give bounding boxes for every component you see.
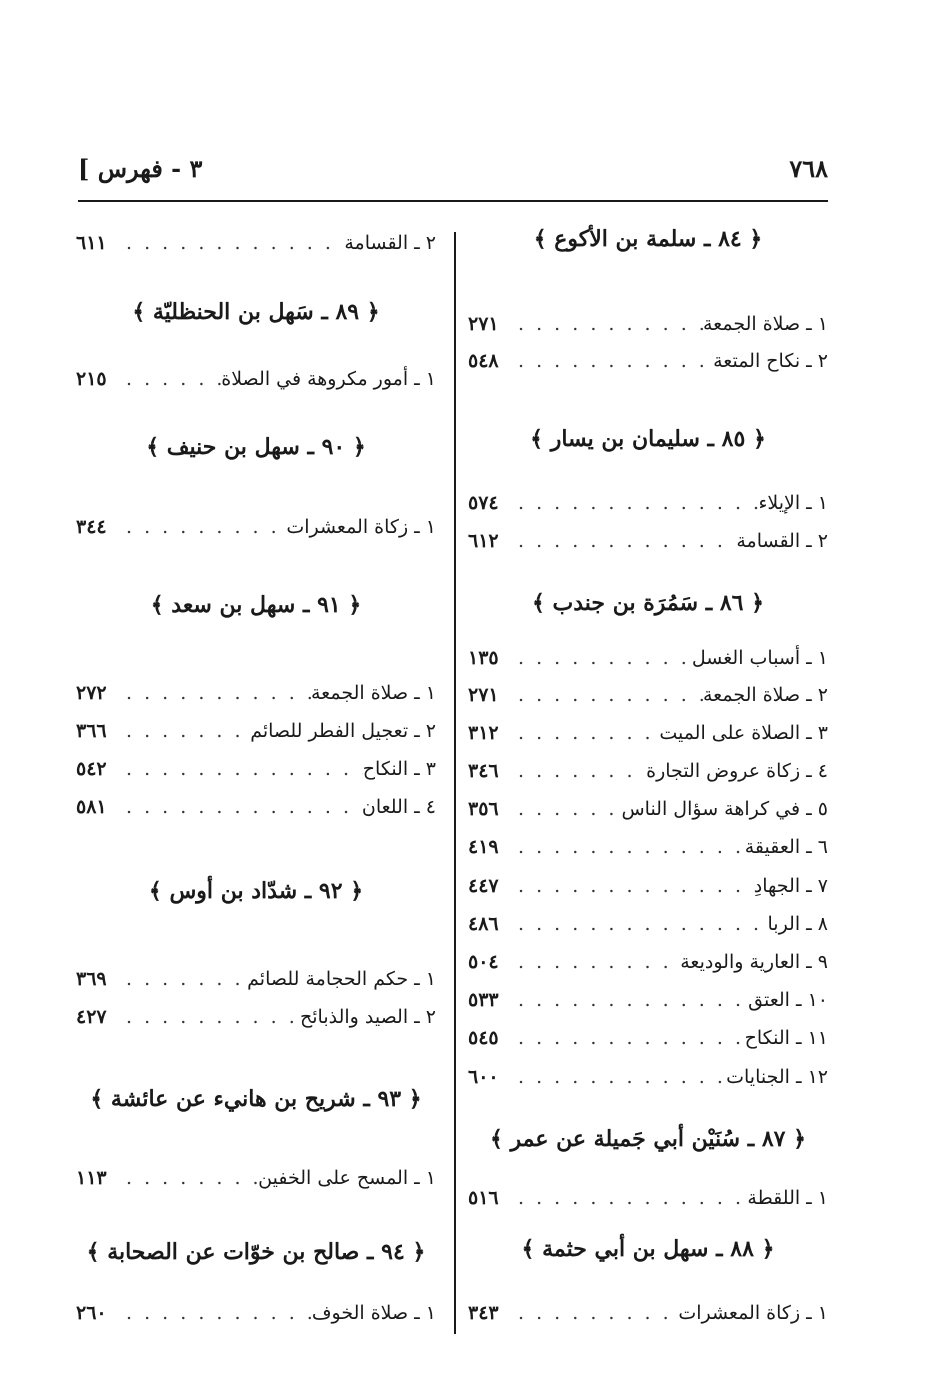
index-entry: [468, 983, 828, 1017]
section-heading: ﴿ ٩١ ـ سهل بن سعد ﴾: [150, 592, 362, 618]
entry-title: ٦ ـ العقيقة: [744, 836, 828, 858]
entry-title: ٣ ـ النكاح: [362, 758, 436, 780]
index-entry: [468, 486, 828, 520]
entry-title: ٢ ـ القسامة: [736, 530, 828, 552]
section-heading: ﴿ ٨٥ ـ سليمان بن يسار ﴾: [530, 426, 766, 452]
entry-title: ٤ ـ زكاة عروض التجارة: [646, 760, 828, 782]
entry-title: ٤ ـ اللعان: [361, 796, 436, 818]
leader-dots: [120, 720, 250, 742]
index-entry: [468, 524, 828, 558]
entry-page: ٣٤٣: [468, 1302, 499, 1324]
section-heading: ﴿ ٩٢ ـ شدّاد بن أوس ﴾: [148, 878, 364, 904]
entry-page: ٤٤٧: [468, 875, 499, 897]
leader-dots: [512, 350, 713, 372]
entry-page: ٢٧١: [468, 313, 499, 335]
section-heading: ﴿ ٨٩ ـ سَهل بن الحنظليّة ﴾: [132, 299, 380, 325]
entry-title: ١ ـ حكم الحجامة للصائم: [247, 968, 436, 990]
entry-title: ١ ـ صلاة الخوف: [311, 1302, 436, 1324]
entry-title: ٣ ـ الصلاة على الميت: [659, 722, 828, 744]
entry-page: ٣٦٩: [76, 968, 107, 990]
index-entry: [76, 1296, 436, 1330]
index-entry: [76, 676, 436, 710]
index-entry: [468, 907, 828, 941]
leader-dots: [512, 951, 680, 973]
section-heading: ﴿ ٨٤ ـ سلمة بن الأكوع ﴾: [533, 226, 763, 252]
entry-page: ٥٤٢: [76, 758, 107, 780]
leader-dots: [512, 492, 758, 514]
entry-title: ٨ ـ الربا: [767, 913, 828, 935]
entry-page: ٥٨١: [76, 796, 107, 818]
index-entry: [468, 1296, 828, 1330]
entry-page: ٣٥٦: [468, 798, 499, 820]
entry-title: ١٠ ـ العتق: [748, 989, 828, 1011]
index-entry: [468, 830, 828, 864]
leader-dots: [512, 875, 754, 897]
entry-title: ١ ـ زكاة المعشرات: [286, 516, 436, 538]
leader-dots: [120, 1006, 300, 1028]
entry-page: ٥١٦: [468, 1187, 499, 1209]
entry-page: ١٣٥: [468, 647, 499, 669]
entry-page: ٢٦٠: [76, 1302, 107, 1324]
entry-title: ١ ـ اللقطة: [747, 1187, 828, 1209]
leader-dots: [512, 1302, 678, 1324]
entry-page: ٣٦٦: [76, 720, 107, 742]
leader-dots: [512, 1187, 747, 1209]
entry-page: ٥٤٥: [468, 1027, 499, 1049]
entry-title: ١ ـ الإيلاء: [758, 492, 828, 514]
entry-page: ٤٢٧: [76, 1006, 107, 1028]
section-heading: ﴿ ٩٤ ـ صالح بن خوّات عن الصحابة ﴾: [86, 1239, 426, 1265]
leader-dots: [120, 1302, 312, 1324]
index-entry: [468, 1181, 828, 1215]
entry-page: ٢٧١: [468, 684, 499, 706]
entry-page: ٦١١: [76, 232, 107, 254]
entry-title: ٢ ـ نكاح المتعة: [713, 350, 828, 372]
leader-dots: [120, 516, 286, 538]
entry-page: ٣١٢: [468, 722, 499, 744]
section-heading: ﴿ ٨٦ ـ سَمُرَة بن جندب ﴾: [531, 590, 765, 616]
running-header: [78, 150, 828, 190]
entry-title: ٧ ـ الجهادِ: [753, 875, 828, 897]
leader-dots: [120, 232, 344, 254]
entry-page: ٤١٩: [468, 836, 499, 858]
entry-title: ١ ـ زكاة المعشرات: [678, 1302, 828, 1324]
leader-dots: [512, 684, 703, 706]
entry-page: ٣٤٤: [76, 516, 107, 538]
leader-dots: [512, 798, 621, 820]
entry-page: ٦٠٠: [468, 1066, 499, 1088]
entry-title: ٢ ـ تعجيل الفطر للصائم: [250, 720, 436, 742]
index-entry: [468, 1021, 828, 1055]
index-entry: [76, 752, 436, 786]
index-entry: [76, 962, 436, 996]
entry-title: ٢ ـ صلاة الجمعة: [703, 684, 828, 706]
index-entry: [76, 226, 436, 260]
index-entry: [468, 678, 828, 712]
index-entry: [468, 1060, 828, 1094]
entry-page: ٢٧٢: [76, 682, 107, 704]
entry-title: ٥ ـ في كراهة سؤال الناس: [621, 798, 828, 820]
entry-title: ٩ ـ العارية والوديعة: [680, 951, 828, 973]
leader-dots: [512, 913, 768, 935]
entry-page: ٣٤٦: [468, 760, 499, 782]
leader-dots: [120, 796, 362, 818]
leader-dots: [120, 368, 221, 390]
leader-dots: [120, 682, 311, 704]
index-entry: [468, 716, 828, 750]
entry-page: ٥٧٤: [468, 492, 499, 514]
index-entry: [468, 641, 828, 675]
page-number: ٧٦٨: [789, 154, 828, 183]
entry-title: ١ ـ أمور مكروهة في الصلاة: [221, 368, 436, 390]
index-entry: [468, 344, 828, 378]
header-rule: [78, 200, 828, 202]
index-entry: [468, 869, 828, 903]
index-entry: [468, 792, 828, 826]
leader-dots: [120, 968, 247, 990]
entry-title: ٢ ـ القسامة: [344, 232, 436, 254]
entry-page: ٤٨٦: [468, 913, 499, 935]
entry-title: ١ ـ أسباب الغسل: [691, 647, 828, 669]
leader-dots: [120, 1167, 258, 1189]
entry-page: ٥٣٣: [468, 989, 499, 1011]
entry-title: ١ ـ المسح على الخفين: [258, 1167, 436, 1189]
index-entry: [76, 1161, 436, 1195]
section-heading: ﴿ ٩٣ ـ شريح بن هانيء عن عائشة ﴾: [90, 1086, 422, 1112]
leader-dots: [120, 758, 363, 780]
index-entry: [468, 754, 828, 788]
entry-title: ١ ـ صلاة الجمعة: [311, 682, 436, 704]
leader-dots: [512, 1066, 726, 1088]
leader-dots: [512, 989, 748, 1011]
leader-dots: [512, 530, 736, 552]
entry-page: ٥٠٤: [468, 951, 499, 973]
section-heading: ﴿ ٩٠ ـ سهل بن حنيف ﴾: [146, 434, 366, 460]
index-entry: [76, 362, 436, 396]
index-entry: [76, 790, 436, 824]
leader-dots: [512, 836, 745, 858]
entry-title: ١ ـ صلاة الجمعة: [703, 313, 828, 335]
entry-page: ٦١٢: [468, 530, 499, 552]
leader-dots: [512, 722, 659, 744]
entry-title: ١٢ ـ الجنايات: [726, 1066, 828, 1088]
entry-page: ١١٣: [76, 1167, 107, 1189]
leader-dots: [512, 760, 646, 782]
section-heading: ﴿ ٨٨ ـ سهل بن أبي حثمة ﴾: [521, 1236, 775, 1262]
leader-dots: [512, 1027, 745, 1049]
section-title: [ ٣ - فهرس: [78, 154, 203, 183]
leader-dots: [512, 647, 692, 669]
index-entry: [76, 510, 436, 544]
index-entry: [468, 307, 828, 341]
entry-page: ٢١٥: [76, 368, 107, 390]
index-entry: [468, 945, 828, 979]
leader-dots: [512, 313, 703, 335]
entry-title: ٢ ـ الصيد والذبائح: [299, 1006, 436, 1028]
entry-title: ١١ ـ النكاح: [744, 1027, 828, 1049]
index-entry: [76, 714, 436, 748]
index-entry: [76, 1000, 436, 1034]
section-heading: ﴿ ٨٧ ـ سُنَيْن أبي جَميلة عن عمر ﴾: [489, 1126, 807, 1152]
entry-page: ٥٤٨: [468, 350, 499, 372]
column-divider: [454, 232, 456, 1334]
